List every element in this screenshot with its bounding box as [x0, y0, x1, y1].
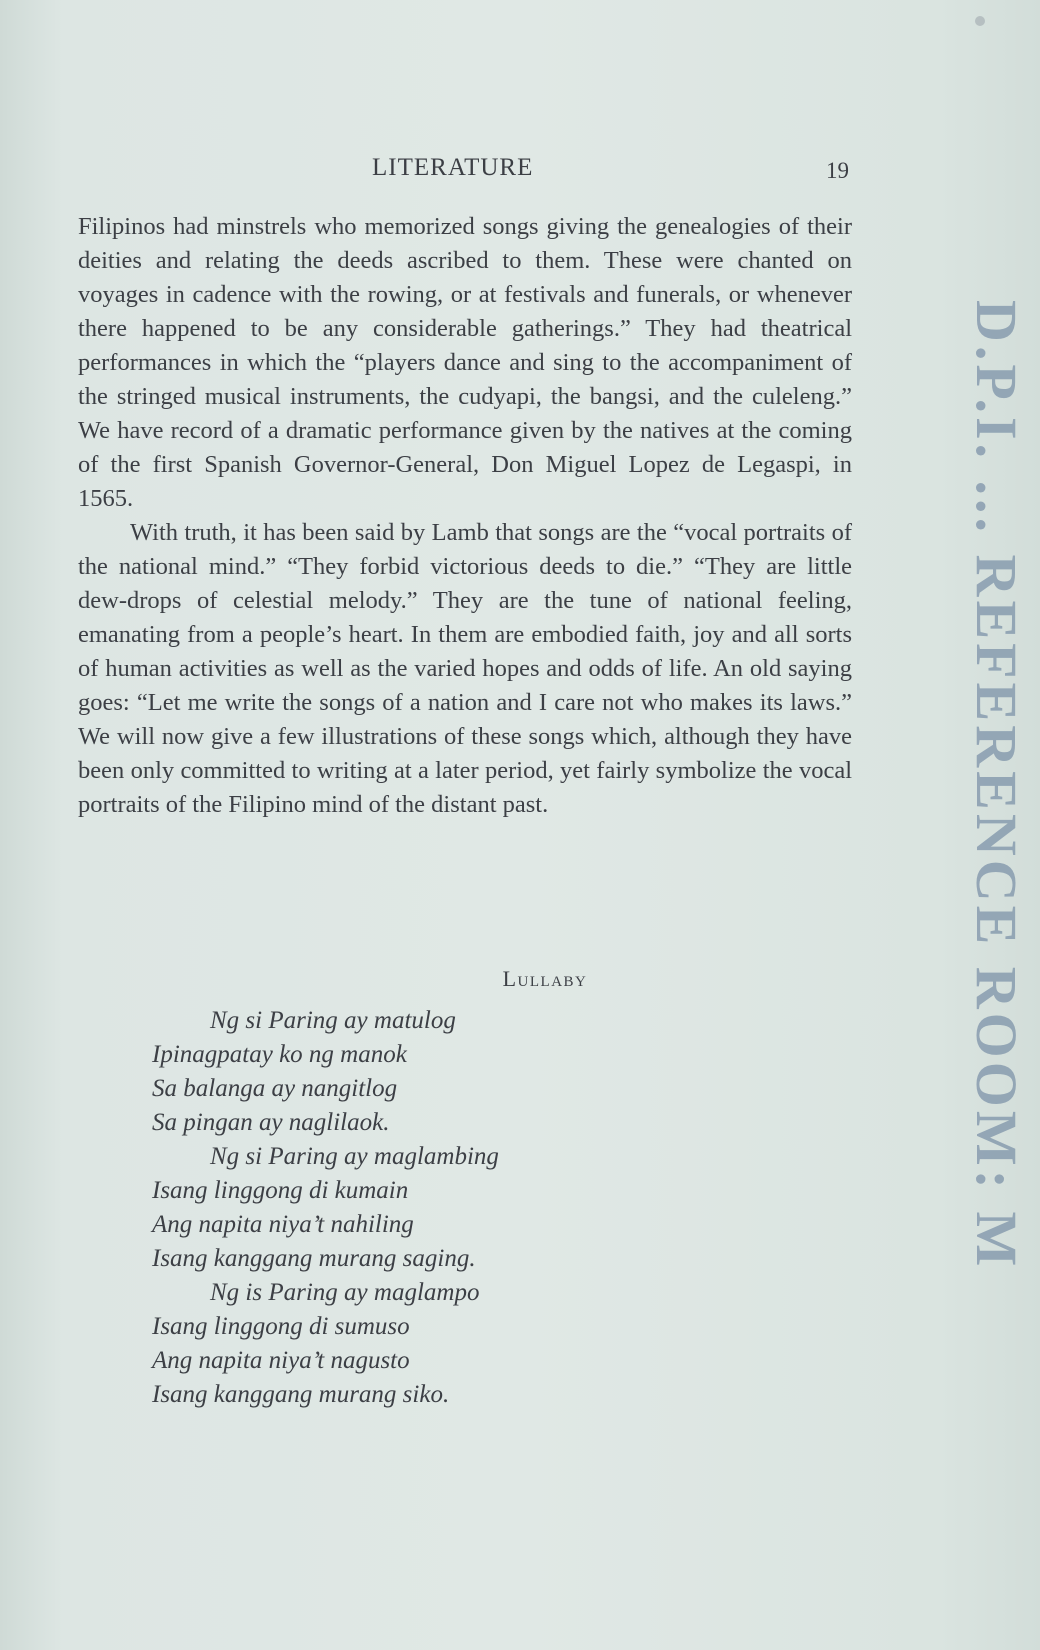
running-title: LITERATURE: [372, 154, 534, 181]
poem-line: Ng si Paring ay matulog: [210, 1007, 456, 1034]
page-number: 19: [826, 158, 849, 183]
poem-line: Ipinagpatay ko ng manok: [152, 1041, 407, 1068]
poem-line: Isang linggong di kumain: [152, 1177, 409, 1204]
poem-line: Isang linggong di sumuso: [152, 1313, 410, 1340]
poem-line: Ang napita niya’t nahiling: [152, 1211, 414, 1238]
poem-line: Isang kanggang murang siko.: [152, 1381, 450, 1408]
library-stamp: [935, 300, 1040, 1600]
poem-line: Sa balanga ay nangitlog: [152, 1075, 398, 1102]
poem-heading: Lullaby: [502, 966, 588, 991]
paragraph: Filipinos had minstrels who memorized songs giving the genealogies of their deities and relating the deeds ascribed to them. These were chanted on voyages in cadence with the rowing, or at festivals and funerals, or whenever there happened to be any considerable gatherings.” They had theatrical performances in which the “players dance and sing to the accompaniment of the stringed musical instruments, the cudyapi, the bangsi, and the culeleng.” We have record of a dramatic performance given by the natives at the coming of the first Spanish Governor-General, Don Miguel Lopez de Legaspi, in 1565.: [78, 213, 852, 512]
paper-speck: [975, 16, 985, 26]
poem: [152, 1004, 499, 1412]
poem-line: Ang napita niya’t nagusto: [152, 1347, 410, 1374]
poem-line: Ng si Paring ay maglambing: [210, 1143, 499, 1170]
poem-line: Sa pingan ay naglilaok.: [152, 1109, 390, 1136]
body-text: [78, 210, 852, 822]
poem-line: Ng is Paring ay maglampo: [210, 1279, 480, 1306]
running-head: [0, 150, 1040, 190]
paragraph: With truth, it has been said by Lamb that songs are the “vocal portraits of the national mind.” “They forbid victorious deeds to die.” “They are little dew-drops of celestial melody.” They are the tune of national feeling, emanating from a people’s heart. In them are embodied faith, joy and all sorts of human activities as well as the varied hopes and odds of life. An old saying goes: “Let me write the songs of a nation and I care not who makes its laws.” We will now give a few illustrations of these songs which, although they have been only committed to writing at a later period, yet fairly symbolize the vocal portraits of the Filipino mind of the distant past.: [78, 519, 852, 818]
stamp-text: D.P.I. ... REFERENCE ROOM: M: [964, 300, 1029, 1271]
poem-line: Isang kanggang murang saging.: [152, 1245, 476, 1272]
